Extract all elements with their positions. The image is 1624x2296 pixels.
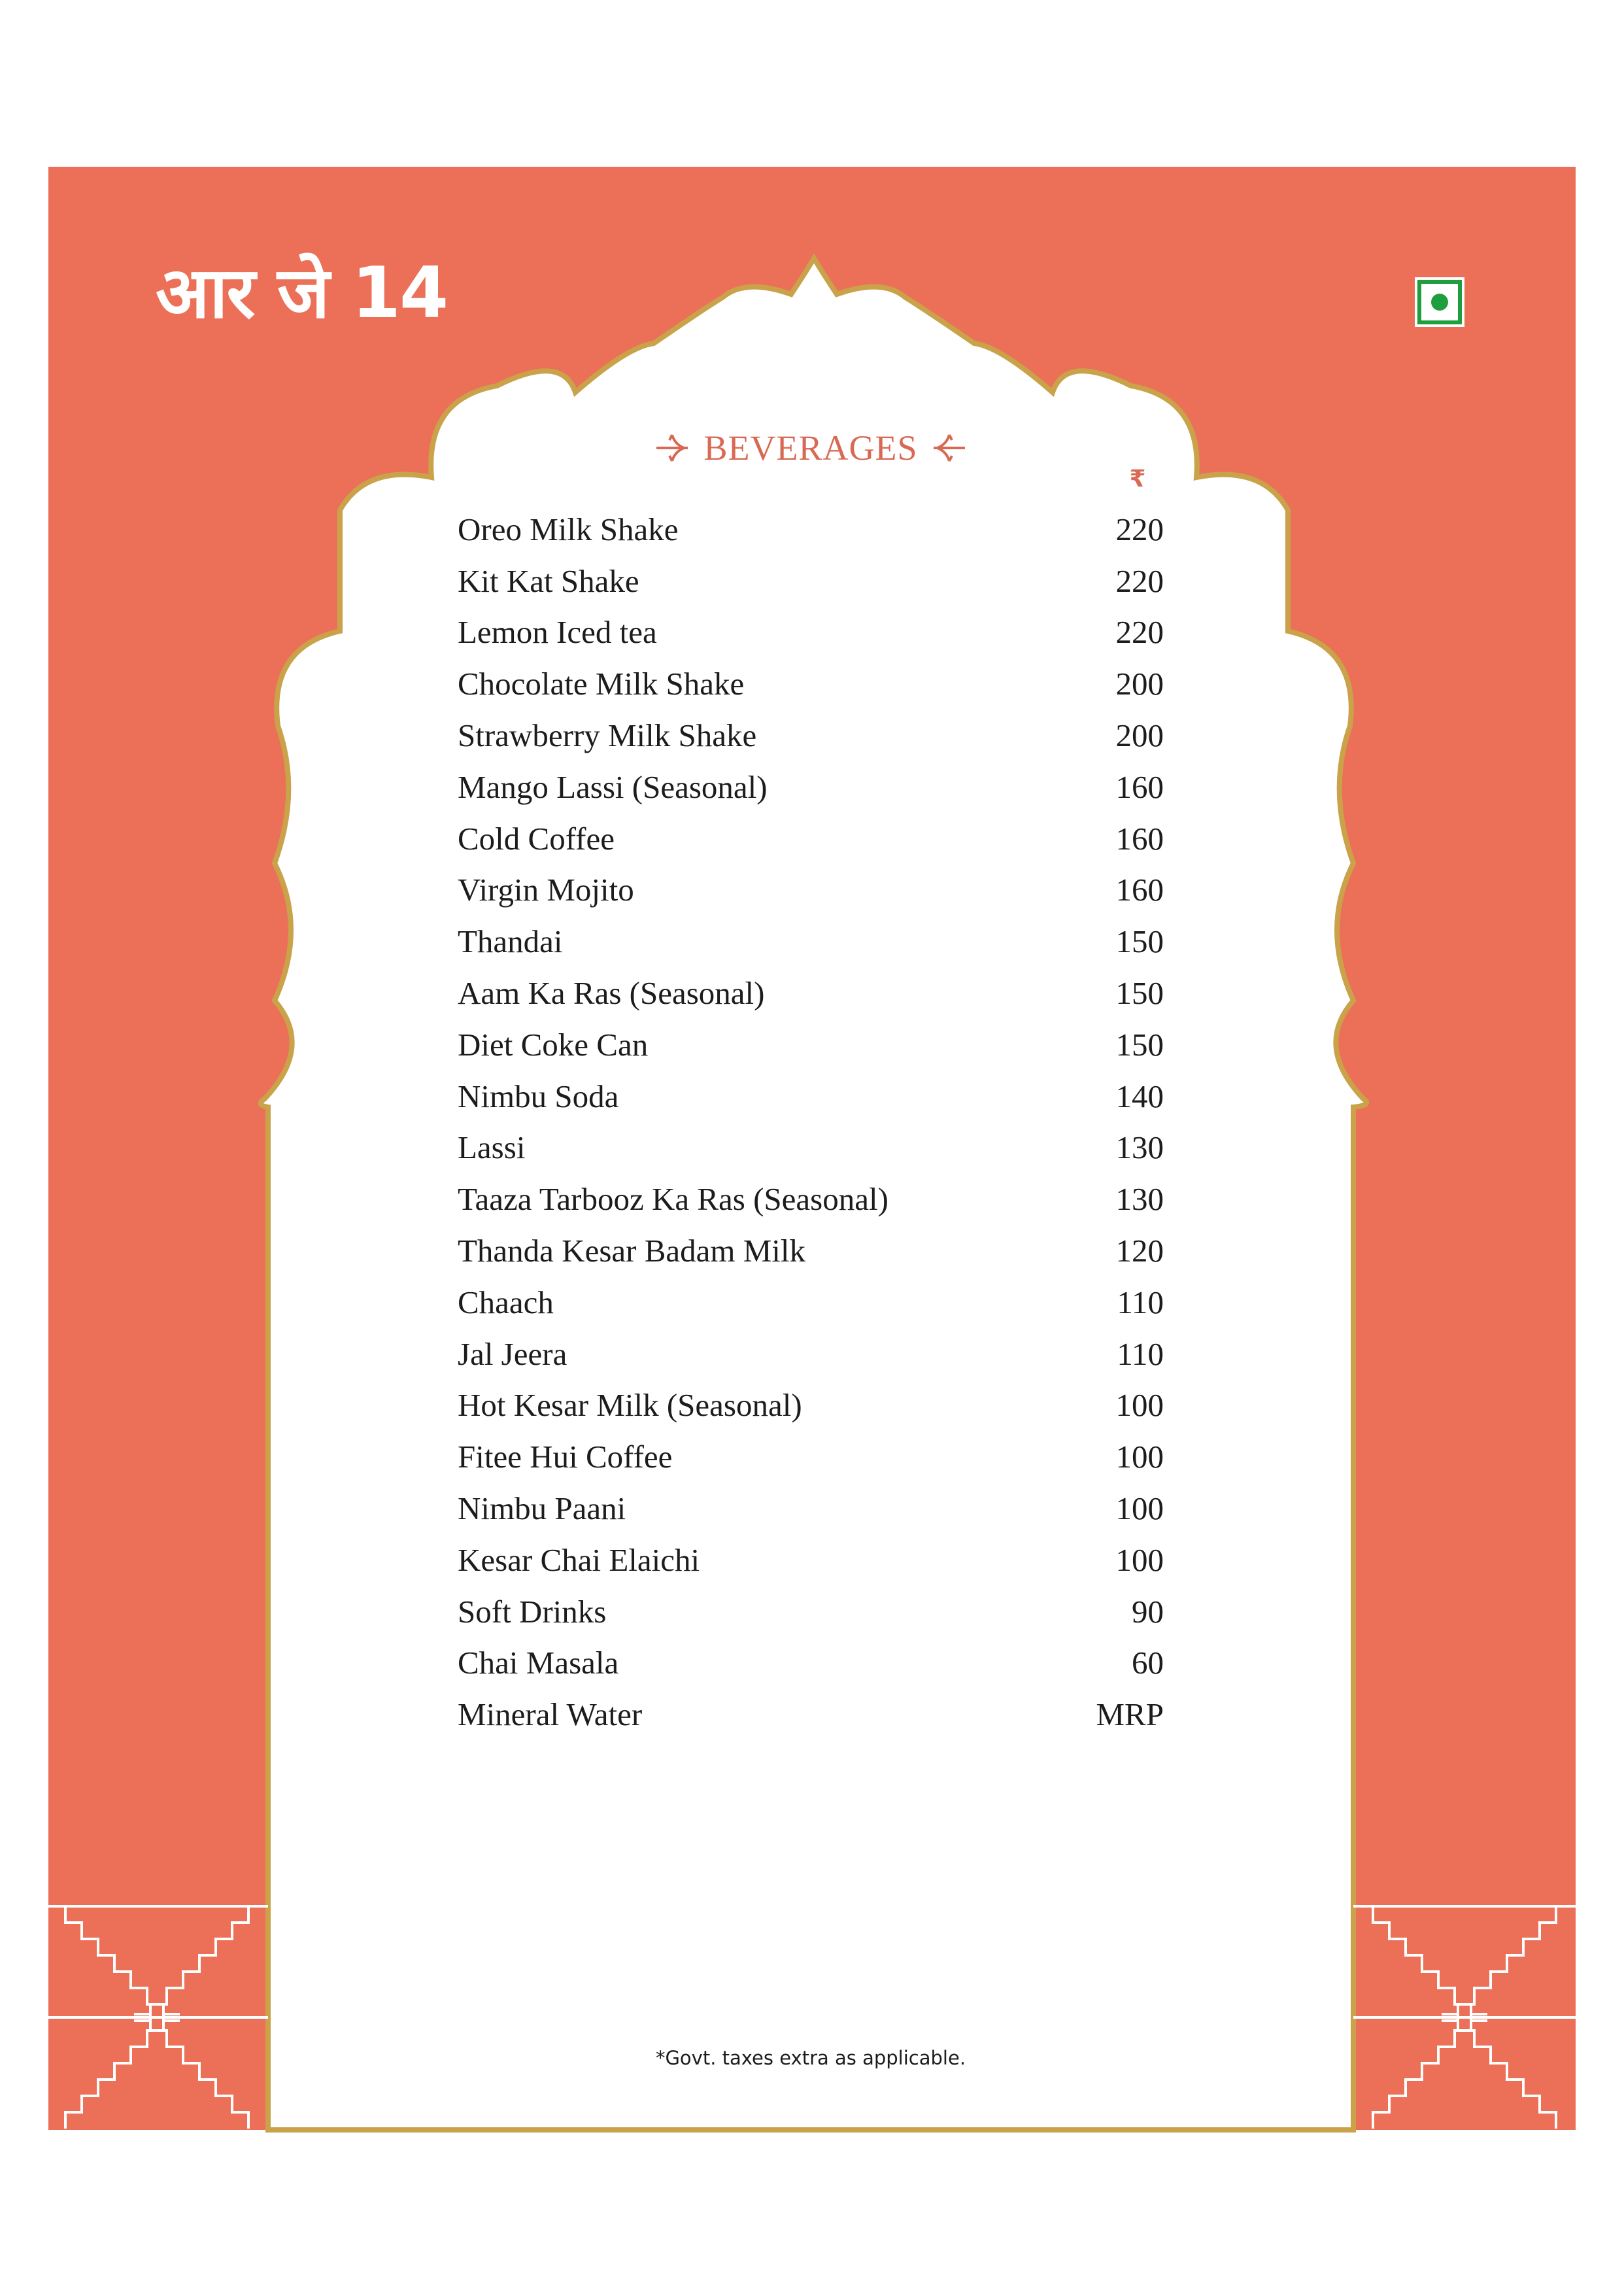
item-name: Virgin Mojito: [458, 872, 634, 908]
menu-item: [458, 1482, 1164, 1534]
item-name: Chocolate Milk Shake: [458, 666, 745, 702]
menu-item: [458, 504, 1164, 555]
menu-item: [458, 865, 1164, 916]
item-price: 160: [1115, 872, 1164, 908]
item-price: 110: [1117, 1335, 1164, 1372]
tax-footnote: *Govt. taxes extra as applicable.: [655, 2047, 966, 2069]
item-price: 90: [1132, 1593, 1164, 1630]
item-price: 150: [1115, 923, 1164, 960]
menu-item: [458, 607, 1164, 659]
item-price: 160: [1115, 768, 1164, 805]
menu-item: [458, 1225, 1164, 1277]
menu-item: [458, 761, 1164, 813]
item-name: Chai Masala: [458, 1645, 619, 1681]
item-name: Strawberry Milk Shake: [458, 717, 757, 754]
item-name: Mango Lassi (Seasonal): [458, 768, 768, 805]
item-price: 200: [1115, 717, 1164, 754]
item-price: 110: [1117, 1284, 1164, 1320]
restaurant-logo: आर जे 14: [156, 252, 448, 334]
item-name: Kit Kat Shake: [458, 562, 639, 599]
item-name: Aam Ka Ras (Seasonal): [458, 975, 765, 1012]
item-name: Thanda Kesar Badam Milk: [458, 1233, 806, 1269]
item-name: Soft Drinks: [458, 1593, 607, 1630]
item-name: Nimbu Soda: [458, 1078, 619, 1114]
item-price: 160: [1115, 820, 1164, 857]
item-name: Cold Coffee: [458, 820, 615, 857]
item-price: 220: [1115, 562, 1164, 599]
item-name: Jal Jeera: [458, 1335, 567, 1372]
currency-symbol: ₹: [1129, 466, 1146, 492]
item-name: Diet Coke Can: [458, 1026, 649, 1063]
left-ornament-icon: [655, 431, 689, 465]
menu-item: [458, 1019, 1164, 1071]
item-name: Kesar Chai Elaichi: [458, 1541, 700, 1578]
menu-item: [458, 1173, 1164, 1225]
item-price: 200: [1115, 666, 1164, 702]
menu-item: [458, 916, 1164, 967]
item-price: 220: [1115, 511, 1164, 547]
menu-item: [458, 813, 1164, 865]
veg-mark-icon: [1417, 280, 1462, 324]
item-name: Taaza Tarbooz Ka Ras (Seasonal): [458, 1181, 888, 1218]
menu-item: [458, 1071, 1164, 1122]
item-name: Thandai: [458, 923, 563, 960]
menu-list: [458, 504, 1164, 1740]
item-name: Oreo Milk Shake: [458, 511, 679, 547]
menu-item: [458, 1637, 1164, 1689]
menu-item: [458, 710, 1164, 761]
item-name: Hot Kesar Milk (Seasonal): [458, 1387, 802, 1424]
item-price: 150: [1115, 1026, 1164, 1063]
menu-item: [458, 1380, 1164, 1431]
item-price: 100: [1115, 1541, 1164, 1578]
menu-item: [458, 1586, 1164, 1637]
item-price: 130: [1115, 1181, 1164, 1218]
item-price: 100: [1115, 1387, 1164, 1424]
item-price: 150: [1115, 975, 1164, 1012]
item-name: Mineral Water: [458, 1696, 643, 1733]
item-price: 220: [1115, 614, 1164, 651]
item-price: 100: [1115, 1490, 1164, 1527]
item-price: 130: [1115, 1129, 1164, 1166]
item-name: Lemon Iced tea: [458, 614, 657, 651]
item-name: Fitee Hui Coffee: [458, 1439, 673, 1475]
section-heading: [588, 422, 1033, 474]
item-name: Chaach: [458, 1284, 554, 1320]
menu-item: [458, 1431, 1164, 1482]
item-name: Lassi: [458, 1129, 526, 1166]
item-price: MRP: [1096, 1696, 1164, 1733]
menu-item: [458, 555, 1164, 607]
section-title: BEVERAGES: [703, 428, 918, 468]
menu-item: [458, 1328, 1164, 1380]
item-name: Nimbu Paani: [458, 1490, 626, 1527]
menu-item: [458, 1122, 1164, 1174]
item-price: 140: [1115, 1078, 1164, 1114]
menu-item: [458, 1277, 1164, 1328]
item-price: 60: [1132, 1645, 1164, 1681]
menu-item: [458, 658, 1164, 710]
item-price: 100: [1115, 1439, 1164, 1475]
menu-item: [458, 967, 1164, 1019]
menu-item: [458, 1534, 1164, 1586]
right-ornament-icon: [932, 431, 966, 465]
item-price: 120: [1115, 1233, 1164, 1269]
veg-dot: [1431, 294, 1448, 311]
menu-item: [458, 1688, 1164, 1740]
